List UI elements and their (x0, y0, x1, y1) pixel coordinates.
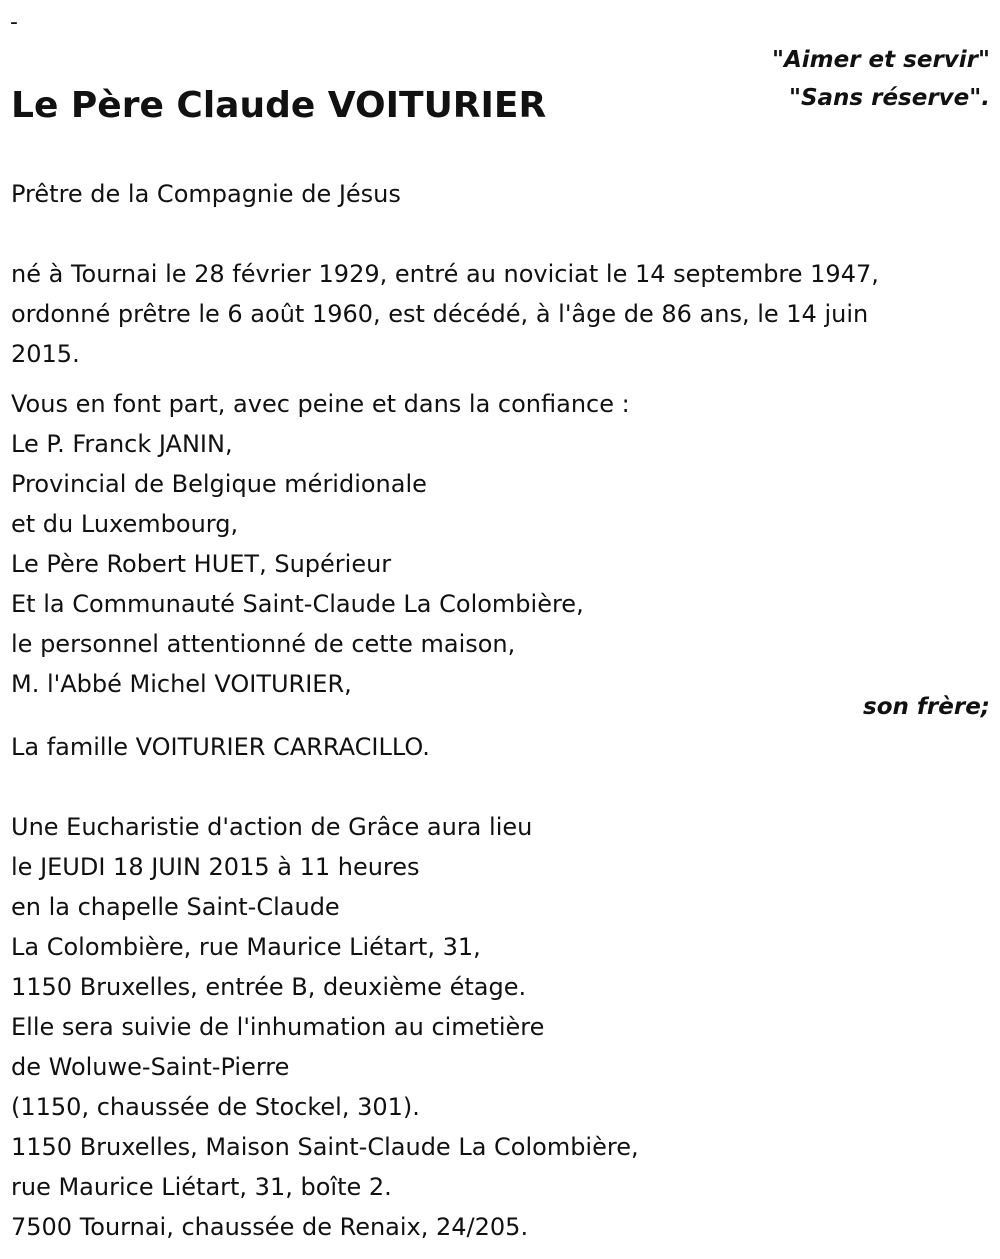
ceremony-line-3: en la chapelle Saint-Claude (11, 893, 340, 921)
deceased-name: Le Père Claude VOITURIER (11, 85, 547, 126)
motto (772, 41, 990, 117)
announcer-line-4: et du Luxembourg, (11, 510, 239, 538)
ceremony-line-10: rue Maurice Liétart, 31, boîte 2. (11, 1173, 392, 1201)
ceremony-line-11: 7500 Tournai, chaussée de Renaix, 24/205. (11, 1213, 529, 1241)
announcer-line-1: Vous en font part, avec peine et dans la confiance : (11, 390, 630, 418)
bio-line-2: ordonné prêtre le 6 août 1960, est décédé, à l'âge de 86 ans, le 14 juin (11, 300, 869, 328)
family-line: La famille VOITURIER CARRACILLO. (11, 733, 430, 761)
bio-line-1: né à Tournai le 28 février 1929, entré au noviciat le 14 septembre 1947, (11, 260, 879, 288)
announcer-line-3: Provincial de Belgique méridionale (11, 470, 427, 498)
bio-line-3: 2015. (11, 340, 80, 368)
subtitle: Prêtre de la Compagnie de Jésus (11, 180, 401, 208)
motto-line-2: "Sans réserve". (788, 85, 990, 111)
announcer-line-2: Le P. Franck JANIN, (11, 430, 233, 458)
ceremony-line-6: Elle sera suivie de l'inhumation au cimetière (11, 1013, 545, 1041)
announcer-line-7: le personnel attentionné de cette maison, (11, 630, 516, 658)
announcer-line-6: Et la Communauté Saint-Claude La Colombière, (11, 590, 584, 618)
ceremony-line-5: 1150 Bruxelles, entrée B, deuxième étage. (11, 973, 527, 1001)
dash-mark: - (10, 10, 18, 35)
ceremony-line-8: (1150, chaussée de Stockel, 301). (11, 1093, 420, 1121)
ceremony-line-2: le JEUDI 18 JUIN 2015 à 11 heures (11, 853, 420, 881)
brother-note: son frère; (863, 694, 990, 720)
announcer-line-5: Le Père Robert HUET, Supérieur (11, 550, 392, 578)
ceremony-line-4: La Colombière, rue Maurice Liétart, 31, (11, 933, 481, 961)
ceremony-line-7: de Woluwe-Saint-Pierre (11, 1053, 290, 1081)
motto-line-1: "Aimer et servir" (771, 47, 990, 73)
ceremony-line-9: 1150 Bruxelles, Maison Saint-Claude La Colombière, (11, 1133, 639, 1161)
ceremony-line-1: Une Eucharistie d'action de Grâce aura lieu (11, 813, 533, 841)
announcer-line-8: M. l'Abbé Michel VOITURIER, (11, 670, 352, 698)
